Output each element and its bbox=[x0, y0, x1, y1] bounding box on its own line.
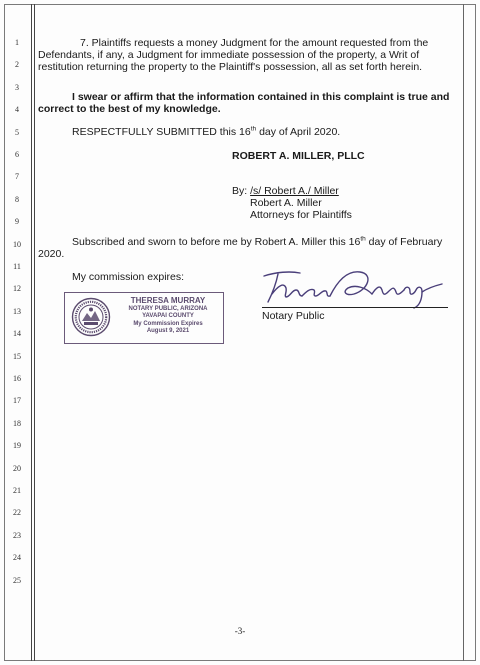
line-number: 3 bbox=[15, 82, 19, 92]
line-number: 2 bbox=[15, 60, 19, 70]
affirmation-line-1: I swear or affirm that the information contained in this complaint is true and bbox=[72, 91, 450, 103]
line-number: 22 bbox=[13, 508, 21, 518]
line-number: 25 bbox=[13, 575, 21, 585]
line-number: 14 bbox=[13, 329, 21, 339]
line-number: 20 bbox=[13, 463, 21, 473]
notary-signature-line bbox=[262, 307, 448, 308]
left-margin-rule bbox=[31, 4, 32, 661]
line-number: 13 bbox=[13, 306, 21, 316]
signer-role: Attorneys for Plaintiffs bbox=[250, 209, 352, 221]
stamp-title: NOTARY PUBLIC, ARIZONA bbox=[128, 306, 208, 312]
right-margin-rule bbox=[463, 4, 464, 661]
line-number: 11 bbox=[13, 262, 21, 271]
line-number: 17 bbox=[13, 396, 21, 406]
line-number: 8 bbox=[15, 194, 19, 204]
line-number: 7 bbox=[15, 172, 19, 182]
line-number: 1 bbox=[15, 38, 19, 47]
stamp-name: THERESA MURRAY bbox=[130, 296, 206, 305]
stamp-commission-label: My Commission Expires bbox=[133, 321, 203, 327]
paragraph-7-line-1: 7. Plaintiffs requests a money Judgment for the amount requested from the bbox=[80, 37, 429, 49]
line-number: 16 bbox=[13, 374, 21, 383]
arizona-seal-icon bbox=[71, 297, 111, 337]
firm-name: ROBERT A. MILLER, PLLC bbox=[232, 150, 365, 162]
respectfully-submitted: RESPECTFULLY SUBMITTED this 16th day of April 2020. bbox=[72, 125, 341, 138]
affirmation-line-2: correct to the best of my knowledge. bbox=[38, 103, 221, 115]
electronic-signature: /s/ Robert A./ Miller bbox=[250, 185, 339, 197]
left-margin-rule-inner bbox=[34, 4, 35, 661]
line-number: 19 bbox=[13, 441, 21, 451]
notary-stamp bbox=[64, 292, 224, 344]
line-number: 9 bbox=[15, 217, 19, 227]
line-number: 4 bbox=[15, 105, 19, 115]
by-line: By: /s/ Robert A./ Miller bbox=[232, 185, 339, 197]
line-number: 23 bbox=[13, 530, 21, 540]
line-number: 15 bbox=[13, 351, 21, 361]
notary-signature-icon bbox=[256, 264, 456, 312]
sworn-line-2: 2020. bbox=[38, 248, 65, 260]
notary-public-label: Notary Public bbox=[262, 310, 325, 322]
line-number: 5 bbox=[15, 127, 19, 137]
line-number: 6 bbox=[15, 150, 19, 159]
paragraph-7-line-3: restitution returning the property to the Plaintiff's possession, all as set forth herein. bbox=[38, 61, 423, 73]
page-number: -3- bbox=[234, 626, 246, 636]
stamp-county: YAVAPAI COUNTY bbox=[142, 313, 194, 319]
paragraph-7-line-2: Defendants, if any, a Judgment for immediate possession of the property, a Writ of bbox=[38, 49, 420, 61]
signer-name: Robert A. Miller bbox=[250, 197, 322, 209]
sworn-line-1: Subscribed and sworn to before me by Robert A. Miller this 16th day of February bbox=[72, 235, 443, 248]
commission-expires-label: My commission expires: bbox=[72, 271, 185, 283]
line-number: 12 bbox=[13, 284, 21, 294]
line-number: 21 bbox=[13, 486, 21, 495]
line-number: 18 bbox=[13, 418, 21, 428]
stamp-expiry-date: August 9, 2021 bbox=[146, 328, 190, 334]
line-number: 24 bbox=[13, 553, 21, 563]
line-number: 10 bbox=[13, 239, 21, 249]
